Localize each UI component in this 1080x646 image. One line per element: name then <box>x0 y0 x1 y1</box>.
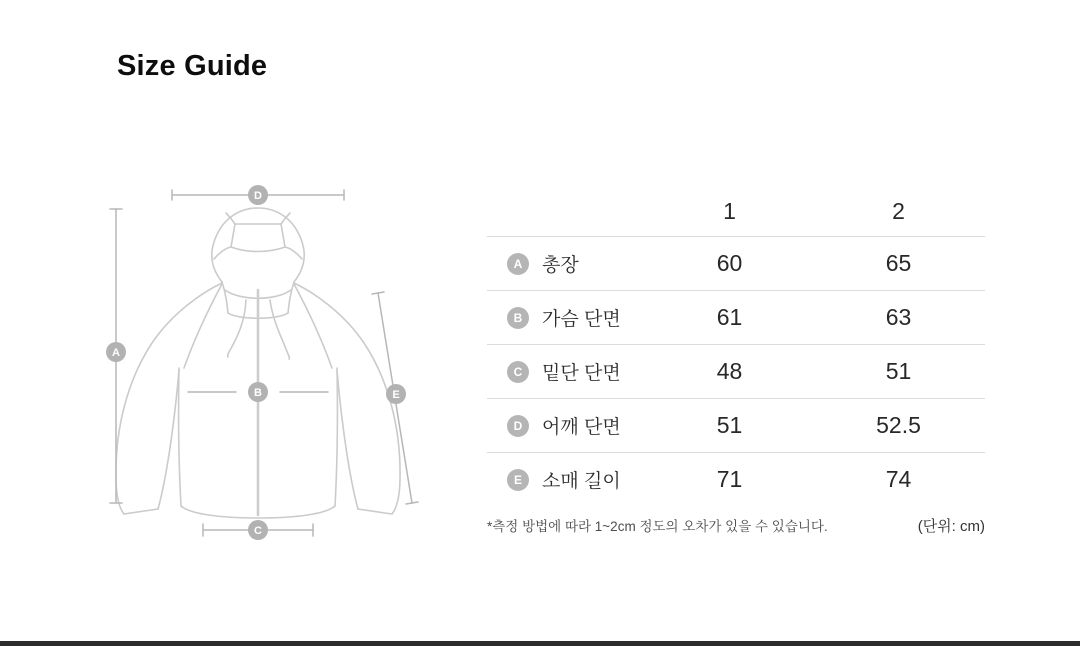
row-label: 총장 <box>542 255 579 276</box>
table-footnotes <box>487 515 985 536</box>
cell-value: 74 <box>885 466 912 492</box>
badge-a: A <box>507 253 529 275</box>
cell-value: 63 <box>885 304 912 330</box>
diagram-markers <box>106 185 406 540</box>
measurement-lines <box>110 190 418 536</box>
badge-c: C <box>507 361 529 383</box>
row-label: 밑단 단면 <box>542 363 621 384</box>
table-row-hem <box>487 344 985 398</box>
cell-value: 61 <box>716 304 743 330</box>
cell-value: 65 <box>885 250 912 276</box>
row-label: 어깨 단면 <box>542 417 621 438</box>
marker-a-label: A <box>112 347 120 359</box>
column-header-size2: 2 <box>892 197 905 224</box>
marker-e-label: E <box>392 389 400 401</box>
size-table-header <box>487 186 985 236</box>
marker-d-label: D <box>254 190 262 202</box>
size-table <box>487 186 985 536</box>
badge-e: E <box>507 469 529 491</box>
marker-b-label: B <box>254 387 262 399</box>
badge-d: D <box>507 415 529 437</box>
unit-note: (단위: cm) <box>917 518 985 535</box>
row-label: 가슴 단면 <box>542 309 621 330</box>
badge-b: B <box>507 307 529 329</box>
row-label: 소매 길이 <box>542 471 621 492</box>
cell-value: 60 <box>716 250 743 276</box>
bottom-bar <box>0 641 1080 646</box>
table-row-shoulder <box>487 398 985 452</box>
page-title: Size Guide <box>117 50 268 82</box>
marker-c-label: C <box>254 525 262 537</box>
cell-value: 51 <box>885 358 912 384</box>
table-row-sleeve <box>487 452 985 506</box>
column-header-size1: 1 <box>723 197 736 224</box>
cell-value: 51 <box>716 412 743 438</box>
measurement-disclaimer: *측정 방법에 따라 1~2cm 정도의 오차가 있을 수 있습니다. <box>487 519 828 534</box>
cell-value: 48 <box>716 358 743 384</box>
cell-value: 52.5 <box>876 412 921 438</box>
cell-value: 71 <box>716 466 743 492</box>
table-row-total-length <box>487 236 985 290</box>
jacket-size-diagram <box>95 180 435 570</box>
table-row-chest <box>487 290 985 344</box>
